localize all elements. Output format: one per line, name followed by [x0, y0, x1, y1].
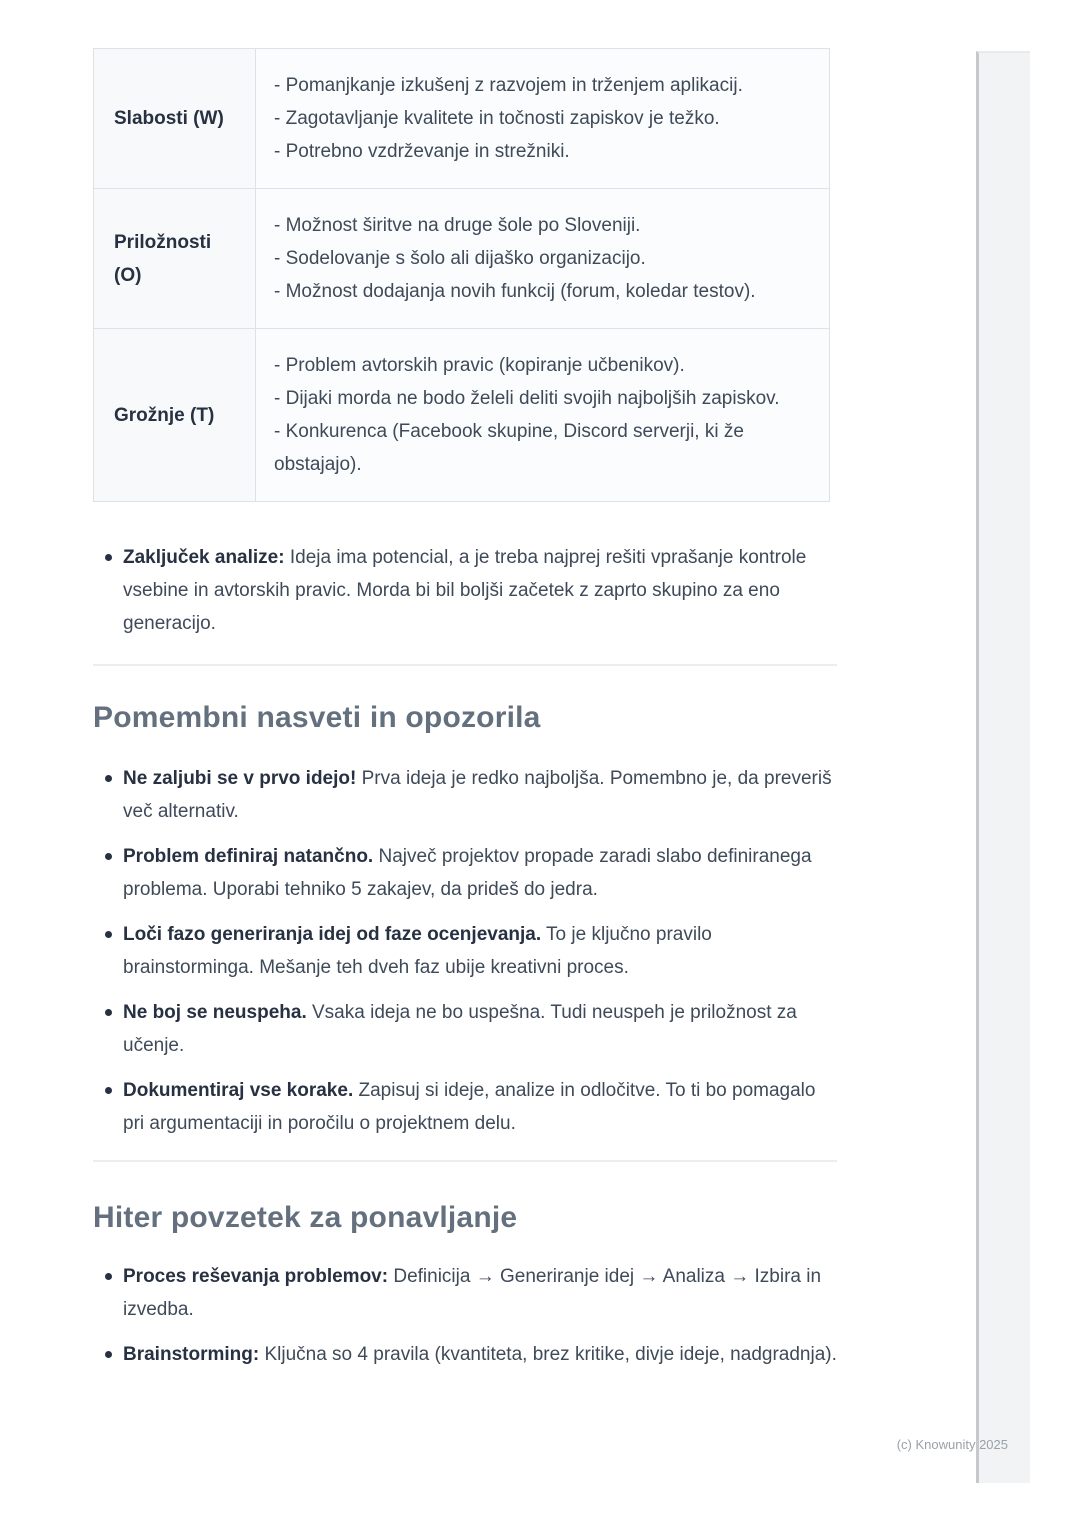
cell-line: - Možnost dodajanja novih funkcij (forum, koledar testov). [274, 281, 756, 302]
section-divider [93, 664, 837, 666]
cell-line: - Potrebno vzdrževanje in strežniki. [274, 141, 570, 162]
cell-line: - Zagotavljanje kvalitete in točnosti zapiskov je težko. [274, 108, 720, 129]
bullet-regular-text: Definicija → Generiranje idej → Analiza → Izbira in izvedba. [123, 1266, 822, 1320]
copyright-text: (c) Knowunity 2025 [896, 1437, 1008, 1452]
bullet-text [123, 762, 837, 828]
cell-line: - Konkurenca (Facebook skupine, Discord serverji, ki že obstajajo). [274, 421, 744, 475]
list-item [93, 840, 837, 906]
list-item [93, 918, 837, 984]
bullet-regular-text: To je ključno pravilo brainstorminga. Mešanje teh dveh faz ubije kreativni proces. [123, 924, 712, 978]
conclusion-bullet [93, 541, 837, 640]
list-item [93, 1338, 837, 1371]
row-label: Priložnosti (O) [114, 231, 212, 286]
section-divider [93, 1160, 837, 1162]
list-item [93, 762, 837, 828]
bullet-icon [105, 1009, 112, 1016]
row-content-cell [256, 189, 830, 329]
bullet-bold-text: Ne zaljubi se v prvo idejo! [123, 768, 357, 789]
bullet-text [123, 541, 837, 640]
bullet-list [93, 762, 837, 1140]
list-item [93, 1260, 837, 1326]
bullet-icon [105, 931, 112, 938]
page-footer [897, 1437, 1008, 1453]
bullet-text [123, 1338, 837, 1371]
row-label-cell [94, 49, 256, 189]
row-label-cell [94, 189, 256, 329]
bullet-bold-text: Problem definiraj natančno. [123, 846, 374, 867]
bullet-regular-text: Največ projektov propade zaradi slabo definiranega problema. Uporabi tehniko 5 zakajev, da prideš do jedra. [123, 846, 812, 900]
bullet-text [123, 840, 837, 906]
bullet-bold-text: Loči fazo generiranja idej od faze ocenjevanja. [123, 924, 542, 945]
bullet-bold-text: Dokumentiraj vse korake. [123, 1080, 354, 1101]
bullet-bold-text: Zaključek analize: [123, 547, 285, 568]
swot-table [93, 48, 830, 502]
cell-line: - Problem avtorskih pravic (kopiranje učbenikov). [274, 355, 685, 376]
row-label: Slabosti (W) [114, 108, 224, 129]
list-item [93, 996, 837, 1062]
bullet-text [123, 1074, 837, 1140]
bullet-icon [105, 1351, 112, 1358]
bullet-icon [105, 775, 112, 782]
list-item [93, 1074, 837, 1140]
bullet-icon [105, 853, 112, 860]
bullet-regular-text: Zapisuj si ideje, analize in odločitve. To ti bo pomagalo pri argumentaciji in poročilu o projektnem delu. [123, 1080, 816, 1134]
bullet-regular-text: Ideja ima potencial, a je treba najprej rešiti vprašanje kontrole vsebine in avtorskih pravic. Morda bi bil boljši začetek z zaprto skupino za eno generacijo. [123, 547, 807, 634]
cell-line: - Sodelovanje s šolo ali dijaško organizacijo. [274, 248, 646, 269]
bullet-regular-text: Ključna so 4 pravila (kvantiteta, brez kritike, divje ideje, nadgradnja). [259, 1344, 837, 1365]
cell-line: - Možnost širitve na druge šole po Sloveniji. [274, 215, 641, 236]
section-heading-povzetek: Hiter povzetek za ponavljanje [93, 1201, 518, 1234]
cell-line: - Dijaki morda ne bodo želeli deliti svojih najboljših zapiskov. [274, 388, 780, 409]
section-heading-nasveti: Pomembni nasveti in opozorila [93, 701, 541, 734]
bullet-icon [105, 1273, 112, 1280]
table-row-slabosti [94, 49, 830, 189]
cell-line: - Pomanjkanje izkušenj z razvojem in trženjem aplikacij. [274, 75, 743, 96]
bullet-list [93, 1260, 837, 1371]
bullet-bold-text: Ne boj se neuspeha. [123, 1002, 307, 1023]
row-content-cell [256, 329, 830, 502]
next-page-edge [976, 51, 1030, 1483]
bullet-text [123, 918, 837, 984]
document-page [93, 48, 837, 1371]
table-row-groznje [94, 329, 830, 502]
bullet-bold-text: Brainstorming: [123, 1344, 260, 1365]
bullet-regular-text: Vsaka ideja ne bo uspešna. Tudi neuspeh je priložnost za učenje. [123, 1002, 797, 1056]
bullet-text [123, 996, 837, 1062]
row-content-cell [256, 49, 830, 189]
bullet-regular-text: Prva ideja je redko najboljša. Pomembno je, da preveriš več alternativ. [123, 768, 832, 822]
bullet-bold-text: Proces reševanja problemov: [123, 1266, 389, 1287]
row-label-cell [94, 329, 256, 502]
row-label: Grožnje (T) [114, 404, 215, 426]
table-row-priloznosti [94, 189, 830, 329]
bullet-icon [105, 1087, 112, 1094]
bullet-text [123, 1260, 837, 1326]
bullet-icon [105, 554, 112, 561]
